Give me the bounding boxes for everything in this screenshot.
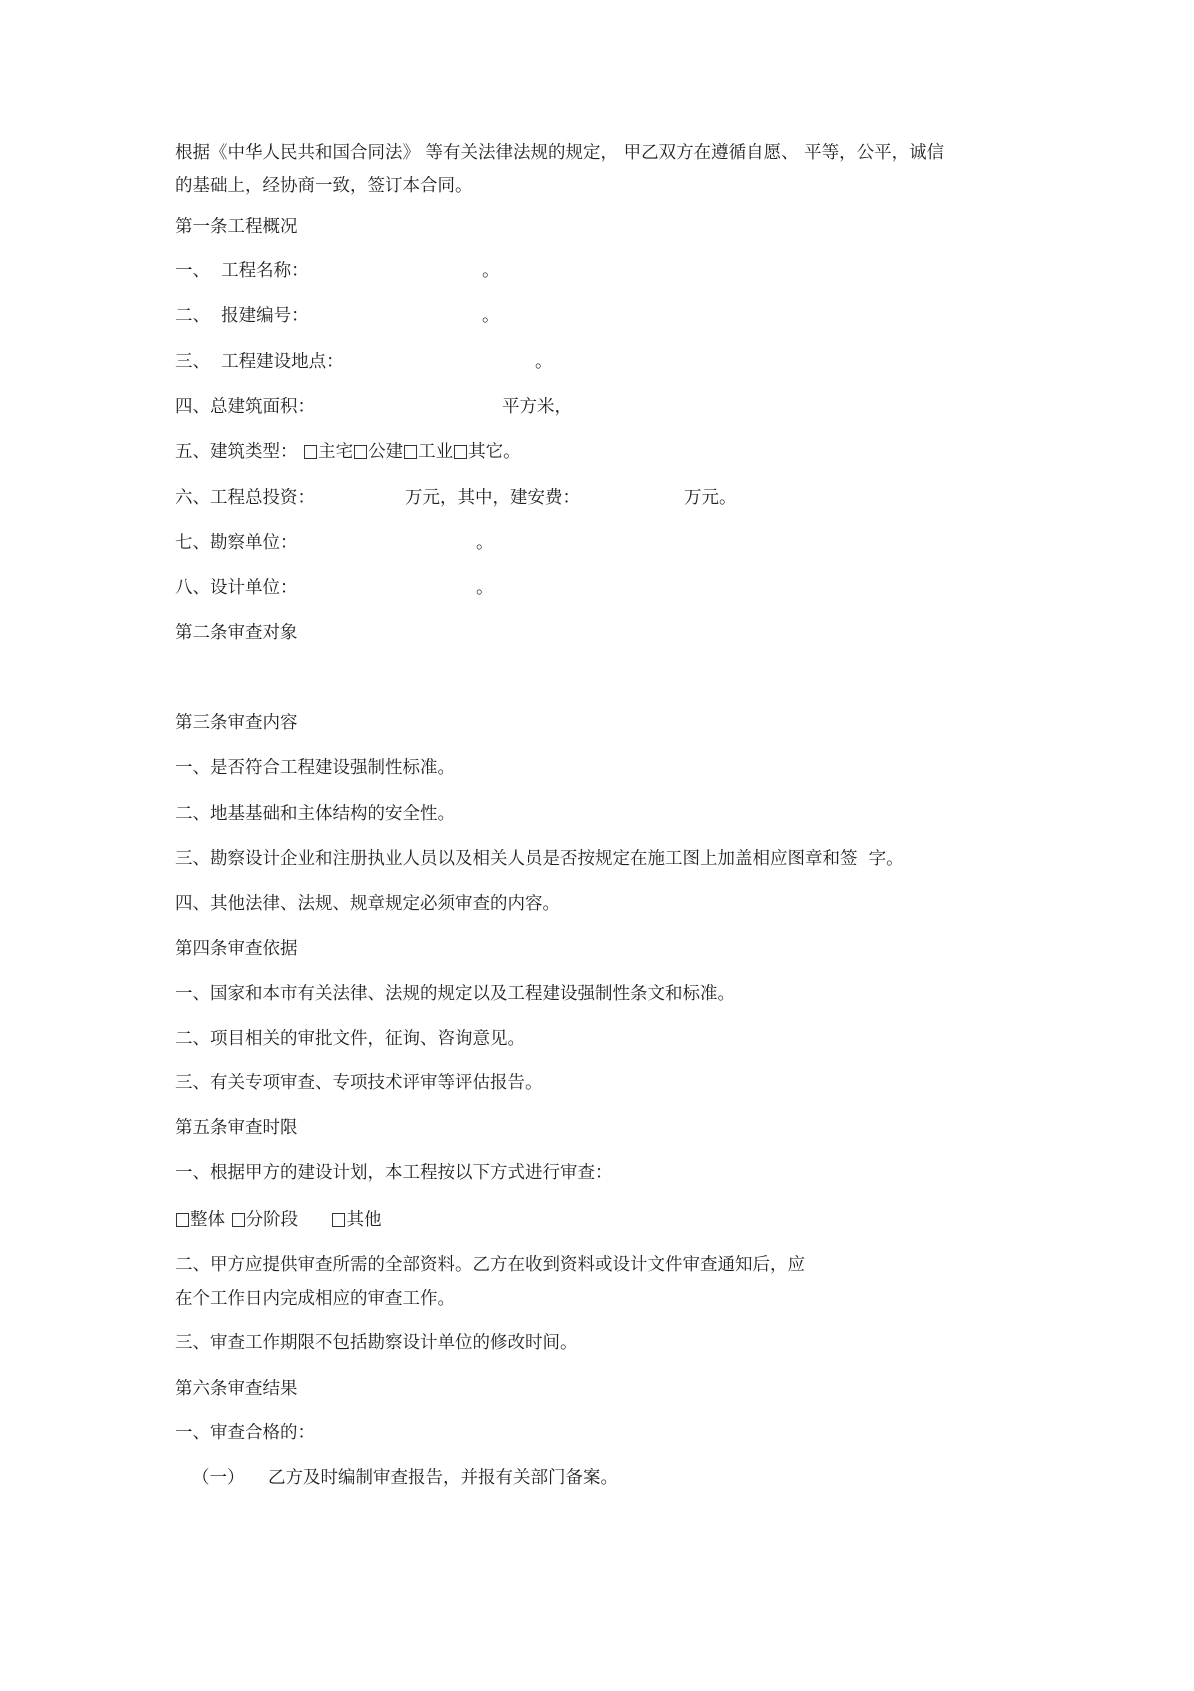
site-location-period: 。 [535, 352, 553, 372]
article-3-item-3: 三、勘察设计企业和注册执业人员以及相关人员是否按规定在施工图上加盖相应图章和签 字。 [175, 849, 904, 869]
article-1-title: 第一条工程概况 [175, 217, 298, 237]
checkbox-industrial [404, 445, 417, 459]
article-4-item-2: 二、项目相关的审批文件，征询、咨询意见。 [175, 1029, 525, 1049]
investment-label: 六、工程总投资： [175, 488, 315, 508]
article-6-sub-1-number: （一） [192, 1468, 245, 1488]
survey-unit-label: 七、勘察单位： [175, 533, 298, 553]
article-5-item-1: 一、根据甲方的建设计划，本工程按以下方式进行审查： [175, 1163, 613, 1183]
article-4-item-3: 三、有关专项审查、专项技术评审等评估报告。 [175, 1073, 543, 1093]
floor-area-unit: 平方米， [502, 397, 572, 417]
design-unit-label: 八、设计单位： [175, 578, 298, 598]
design-unit-period: 。 [476, 578, 494, 598]
option-phased: 分阶段 [245, 1210, 299, 1230]
report-number-label: 二、 报建编号： [175, 306, 309, 326]
project-name-label: 一、 工程名称： [175, 261, 309, 281]
option-industrial: 工业 [418, 442, 454, 462]
article-5-item-3: 三、审查工作期限不包括勘察设计单位的修改时间。 [175, 1333, 578, 1353]
article-5-item-2-line-2: 在个工作日内完成相应的审查工作。 [175, 1289, 455, 1309]
checkbox-other-mode [332, 1213, 345, 1227]
article-6-item-1: 一、审查合格的： [175, 1423, 315, 1443]
option-residential: 主宅 [318, 442, 354, 462]
checkbox-other [454, 445, 467, 459]
article-3-item-2: 二、地基基础和主体结构的安全性。 [175, 804, 455, 824]
checkbox-whole [176, 1213, 189, 1227]
survey-unit-period: 。 [476, 533, 494, 553]
floor-area-label: 四、总建筑面积： [175, 397, 315, 417]
article-5-item-2-line-1: 二、甲方应提供审查所需的全部资料。乙方在收到资料或设计文件审查通知后，应 [175, 1255, 805, 1275]
checkbox-residential [304, 445, 317, 459]
article-2-title: 第二条审查对象 [175, 623, 298, 643]
checkbox-public [354, 445, 367, 459]
building-type-row [175, 440, 521, 464]
article-6-sub-1-text: 乙方及时编制审查报告，并报有关部门备案。 [268, 1468, 618, 1488]
intro-line-1: 根据《中华人民共和国合同法》 等有关法律法规的规定， 甲乙双方在遵循自愿、 平等，公平，诚信 [175, 143, 945, 163]
option-other: 其它。 [468, 442, 521, 462]
project-name-period: 。 [482, 261, 500, 281]
article-4-title: 第四条审查依据 [175, 939, 298, 959]
article-4-item-1: 一、国家和本市有关法律、法规的规定以及工程建设强制性条文和标准。 [175, 984, 735, 1004]
option-other-mode: 其他 [346, 1210, 382, 1230]
article-6-title: 第六条审查结果 [175, 1379, 298, 1399]
article-3-item-1: 一、是否符合工程建设强制性标准。 [175, 758, 455, 778]
building-type-label: 五、建筑类型： [175, 442, 298, 462]
option-public: 公建 [368, 442, 404, 462]
review-mode-options [175, 1208, 381, 1232]
checkbox-phased [232, 1213, 245, 1227]
investment-mid: 万元，其中，建安费： [405, 488, 580, 508]
option-whole: 整体 [190, 1210, 225, 1230]
article-5-title: 第五条审查时限 [175, 1118, 298, 1138]
site-location-label: 三、 工程建设地点： [175, 352, 344, 372]
intro-line-2: 的基础上，经协商一致，签订本合同。 [175, 176, 473, 196]
report-number-period: 。 [482, 306, 500, 326]
article-3-title: 第三条审查内容 [175, 713, 298, 733]
article-3-item-4: 四、其他法律、法规、规章规定必须审查的内容。 [175, 894, 560, 914]
investment-end: 万元。 [684, 488, 737, 508]
